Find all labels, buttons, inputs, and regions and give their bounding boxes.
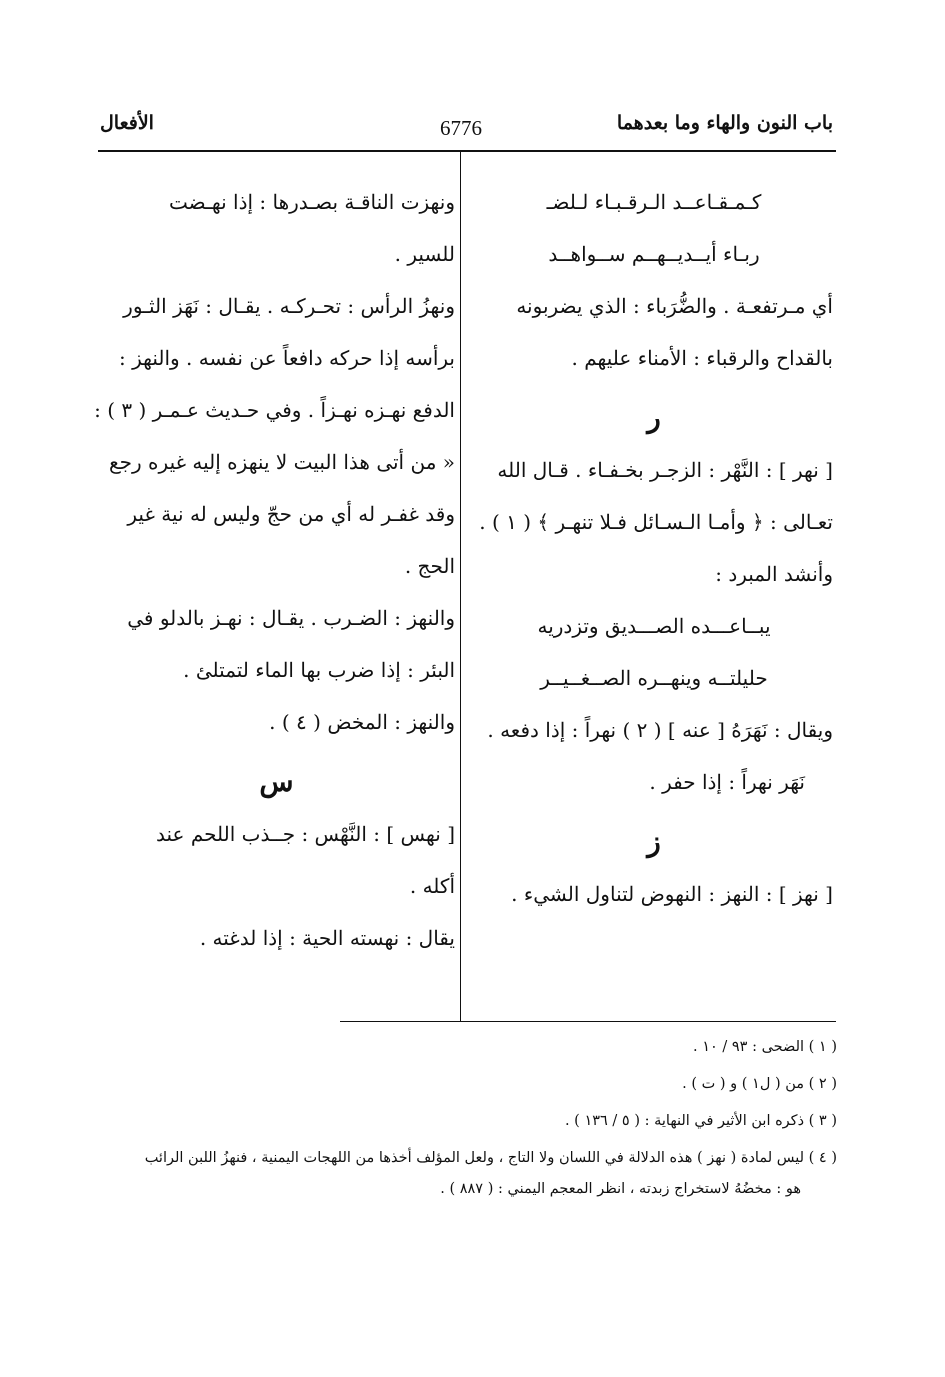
header-rule — [98, 150, 836, 152]
text-line: « من أتى هذا البيت لا ينهزه إليه غيره رجع — [109, 450, 455, 474]
section-letter: ز — [647, 825, 661, 858]
text-line: أكله . — [409, 874, 455, 898]
page-number: 6776 — [440, 116, 482, 140]
footnotes — [96, 1038, 837, 1199]
text-line: ونهزُ الرأس : تحـركـه . يقـال : نَهَز الثـور — [123, 294, 455, 318]
text-line: ويقال : نَهَرَهُ [ عنه ] ( ٢ ) نهراً : إذا دفعه . — [487, 718, 833, 742]
text-line: [ نهر ] : النَّهْر : الزجـر بخـفـاء . قـال الله — [497, 458, 833, 482]
text-line: برأسه إذا حركه دافعاً عن نفسه . والنهز : — [118, 346, 455, 370]
text-line: [ نهز ] : النهز : النهوض لتناول الشيء . — [511, 882, 833, 906]
text-line: والنهز : المخض ( ٤ ) . — [269, 710, 455, 734]
text-line: [ نهس ] : النَّهْس : جــذب اللحم عند — [156, 822, 455, 846]
chapter-title: باب النون والهاء وما بعدهما — [616, 112, 833, 134]
verse-line: كـمـقـاعــد الـرقـبـاء لـلضـ — [546, 190, 762, 214]
right-column — [475, 180, 833, 924]
text-line: ونهزت الناقـة بصـدرها : إذا نهـضت — [169, 190, 455, 214]
footnote-rule — [340, 1021, 836, 1022]
footnote-4-continuation: هو : مخضُهُ لاستخراج زبدته ، انظر المعجم اليمني : ( ٨٨٧ ) . — [440, 1181, 801, 1197]
section-title: الأفعال — [100, 112, 154, 134]
footnote-1: ( ١ ) الضحى : ٩٣ / ١٠ . — [692, 1039, 837, 1055]
text-line: للسير . — [394, 242, 455, 266]
footnote-3: ( ٣ ) ذكره ابن الأثير في النهاية : ( ٥ / ١٣٦ ) . — [564, 1113, 837, 1129]
footnote-2: ( ٢ ) من ( ل١ ) و ( ت ) . — [682, 1076, 837, 1092]
footnote-4: ( ٤ ) ليس لمادة ( نهز ) هذه الدلالة في اللسان ولا التاج ، ولعل المؤلف أخذها من اللهجات اليمنية ، فنهزُ اللبن الرائب — [144, 1150, 837, 1166]
section-letter: س — [259, 765, 294, 798]
text-line: نَهَر نهراً : إذا حفر . — [649, 770, 805, 794]
text-line: وأنشد المبرد : — [715, 562, 833, 586]
text-line: تعـالى : ﴿ وأمـا الـسـائل فـلا تنهـر ﴾ ( ١ ) . — [479, 510, 833, 534]
text-line: وقد غفـر له أي من حجّ وليس له نية غير — [127, 502, 455, 526]
verse-line: ربـاء أيــديــهــم ســواهــد — [548, 242, 760, 266]
left-column — [94, 180, 455, 968]
text-line: بالقداح والرقباء : الأمناء عليهم . — [571, 346, 833, 370]
text-line: أي مـرتفعـة . والضُّرَباء : الذي يضربونه — [516, 294, 833, 318]
column-divider — [460, 152, 461, 1022]
verse-line: يبــاعـــده الصـــديق وتزدريه — [537, 614, 771, 638]
text-line: يقال : نهسته الحية : إذا لدغته . — [199, 926, 455, 950]
text-line: الدفع نهـزه نهـزاً . وفي حـديث عـمـر ( ٣ ) : — [94, 398, 455, 422]
text-line: والنهز : الضـرب . يقـال : نهـز بالدلو في — [127, 606, 455, 630]
text-line: البئر : إذا ضرب بها الماء لتمتلئ . — [183, 658, 455, 682]
text-line: الحج . — [404, 554, 455, 578]
verse-line: حليلتــه وينهــره الصــغــيــر — [540, 666, 768, 690]
section-letter: ر — [647, 401, 661, 434]
